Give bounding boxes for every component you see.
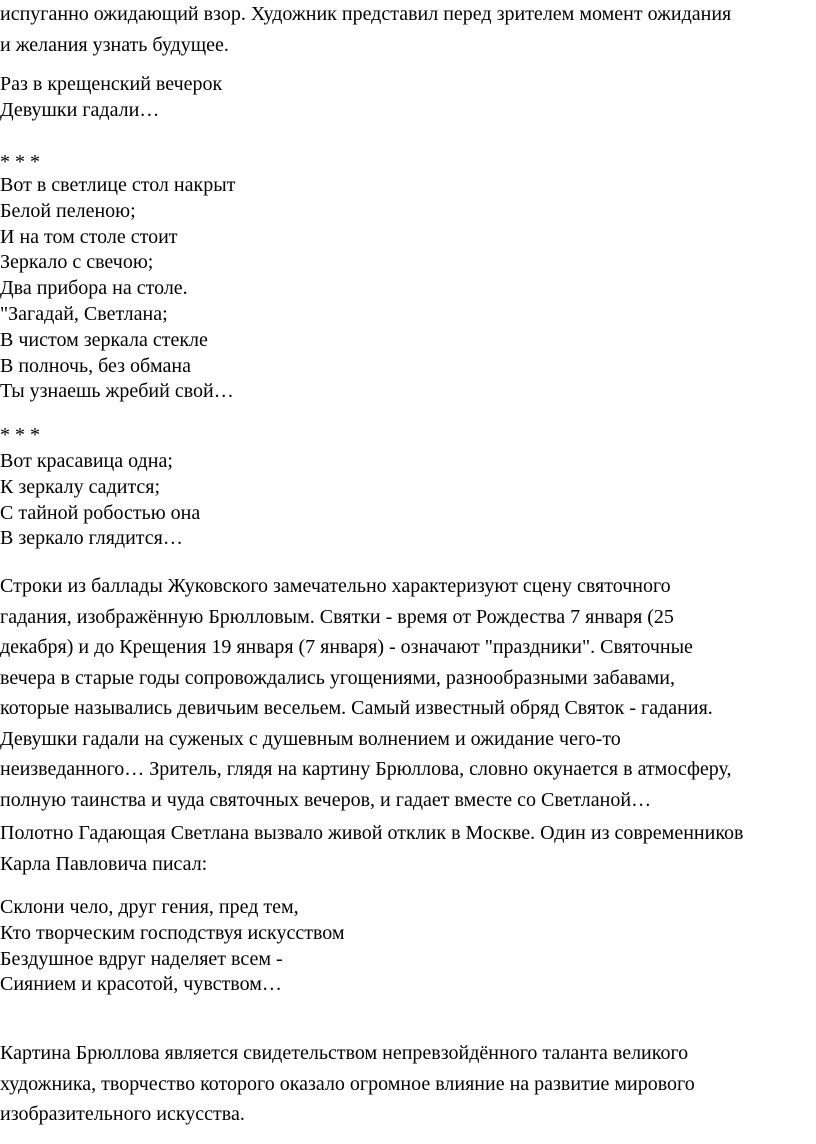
svyatki-paragraph [0, 571, 816, 815]
intro-paragraph [0, 0, 816, 60]
stanza-separator-1 [0, 149, 816, 175]
text-line: декабря) и до Крещения 19 января (7 января) - означают "праздники". Святочные [0, 636, 693, 658]
verse-line: В чистом зеркала стекле [0, 328, 208, 351]
text-line: художника, творчество которого оказало огромное влияние на развитие мирового [0, 1072, 695, 1095]
moscow-paragraph [0, 818, 816, 879]
conclusion-paragraph [0, 1038, 816, 1130]
verse-line: Сиянием и красотой, чувством… [0, 973, 282, 996]
verse-line: Вот красавица одна; [0, 450, 173, 472]
text-line: Девушки гадали на суженых с душевным волнением и ожидание чего-то [0, 727, 621, 750]
text-line: Полотно Гадающая Светлана вызвало живой отклик в Москве. Один из современников [0, 822, 744, 844]
text-line: Строки из баллады Жуковского замечательно характеризуют сцену святочного [0, 575, 671, 597]
verse-line: Раз в крещенский вечерок [0, 73, 223, 95]
verse-line: К зеркалу садится; [0, 475, 161, 498]
verse-line: Зеркало с свечою; [0, 251, 154, 274]
stanza-separator-2 [0, 422, 816, 448]
verse-line: В полночь, без обмана [0, 354, 192, 377]
text-line: Карла Павловича писал: [0, 852, 208, 875]
verse-line: В зеркало глядится… [0, 527, 183, 550]
verse-line: Два прибора на столе. [0, 277, 188, 300]
verse-line: Девушки гадали… [0, 98, 160, 121]
verse-stanza-3 [0, 449, 816, 552]
separator-text: * * * [0, 151, 40, 173]
verse-line: Белой пеленою; [0, 199, 136, 222]
text-line: полную таинства и чуда святочных вечеров, и гадает вместе со Светланой… [0, 788, 652, 811]
verse-line: Бездушное вдруг наделяет всем - [0, 947, 283, 970]
verse-stanza-4 [0, 895, 816, 998]
verse-line: "Загадай, Светлана; [0, 302, 168, 325]
text-line: Картина Брюллова является свидетельством непревзойдённого таланта великого [0, 1042, 689, 1064]
text-line: и желания узнать будущее. [0, 33, 229, 56]
text-line: неизведанного… Зритель, глядя на картину Брюллова, словно окунается в атмосферу, [0, 758, 732, 780]
verse-line: Ты узнаешь жребий свой… [0, 380, 234, 403]
verse-line: И на том столе стоит [0, 225, 178, 248]
verse-line: Склони чело, друг гения, пред тем, [0, 896, 299, 918]
verse-line: С тайной робостью она [0, 501, 201, 524]
verse-stanza-2 [0, 173, 816, 405]
text-line: гадания, изображённую Брюлловым. Святки - время от Рождества 7 января (25 [0, 605, 674, 628]
separator-text: * * * [0, 424, 40, 446]
verse-stanza-1 [0, 72, 816, 124]
verse-line: Кто творческим господствуя искусством [0, 921, 345, 944]
verse-line: Вот в светлице стол накрыт [0, 174, 236, 196]
text-line: изобразительного искусства. [0, 1103, 245, 1125]
text-line: вечера в старые годы сопровождались угощениями, разнообразными забавами, [0, 666, 675, 689]
text-line: которые назывались девичьим весельем. Самый известный обряд Святок - гадания. [0, 697, 713, 719]
text-line: испуганно ожидающий взор. Художник представил перед зрителем момент ожидания [0, 3, 732, 25]
